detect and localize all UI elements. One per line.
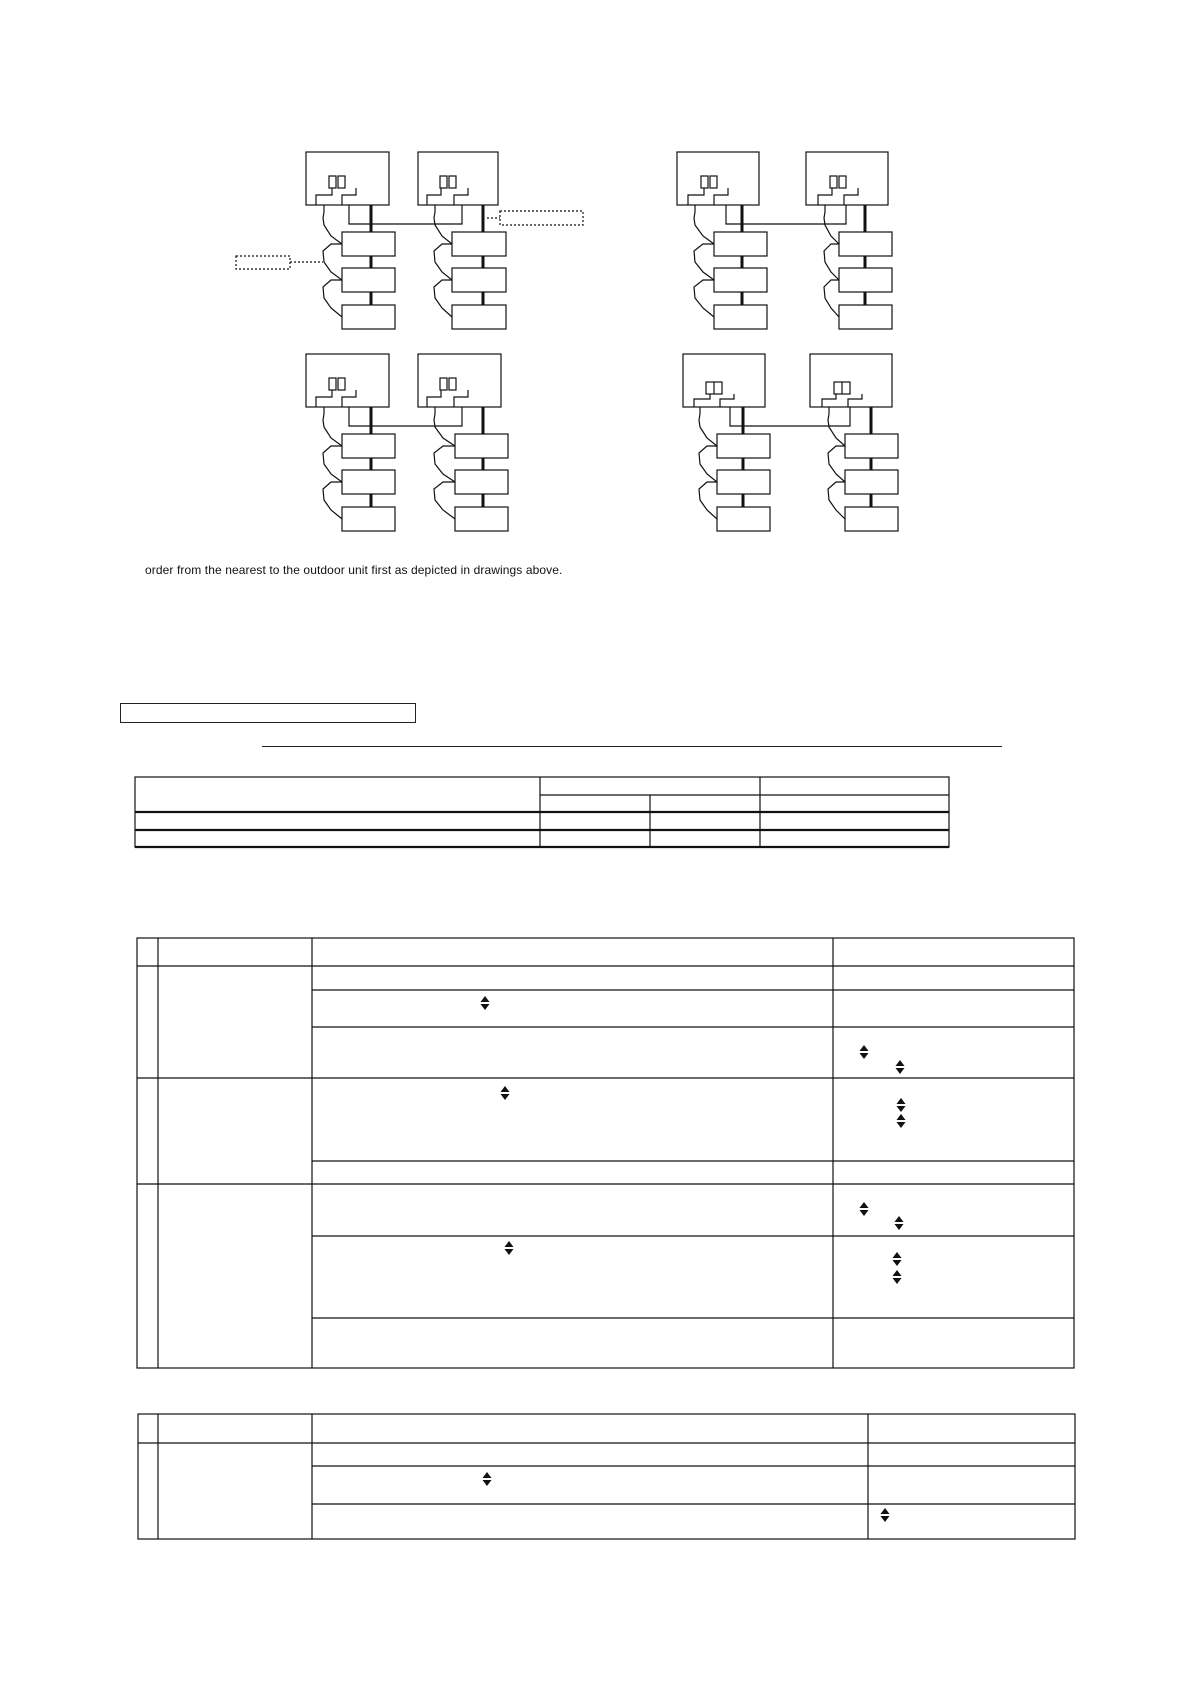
up-down-arrow-icon — [896, 1060, 905, 1074]
diagram-top-right — [677, 152, 892, 329]
up-down-arrow-icon — [860, 1045, 869, 1059]
procedure-table-1-arrows — [481, 996, 906, 1284]
diagram-top-left — [236, 152, 583, 329]
diagram-bottom-right — [683, 354, 898, 531]
procedure-table-2-arrows — [483, 1472, 890, 1522]
up-down-arrow-icon — [881, 1508, 890, 1522]
up-down-arrow-icon — [481, 996, 490, 1010]
up-down-arrow-icon — [897, 1098, 906, 1112]
diagram-bottom-left — [306, 354, 508, 531]
up-down-arrow-icon — [483, 1472, 492, 1486]
section-rule — [262, 746, 1002, 747]
outdoor-unit — [418, 152, 498, 205]
up-down-arrow-icon — [897, 1114, 906, 1128]
procedure-table-2 — [138, 1414, 1075, 1539]
outdoor-unit — [306, 152, 389, 205]
section-title-box — [120, 703, 416, 723]
up-down-arrow-icon — [893, 1270, 902, 1284]
up-down-arrow-icon — [895, 1216, 904, 1230]
spec-table — [135, 777, 949, 847]
up-down-arrow-icon — [860, 1202, 869, 1216]
up-down-arrow-icon — [501, 1086, 510, 1100]
up-down-arrow-icon — [505, 1241, 514, 1255]
procedure-table-1 — [137, 938, 1074, 1368]
up-down-arrow-icon — [893, 1252, 902, 1266]
diagram-caption: order from the nearest to the outdoor unit first as depicted in drawings above. — [145, 563, 563, 577]
